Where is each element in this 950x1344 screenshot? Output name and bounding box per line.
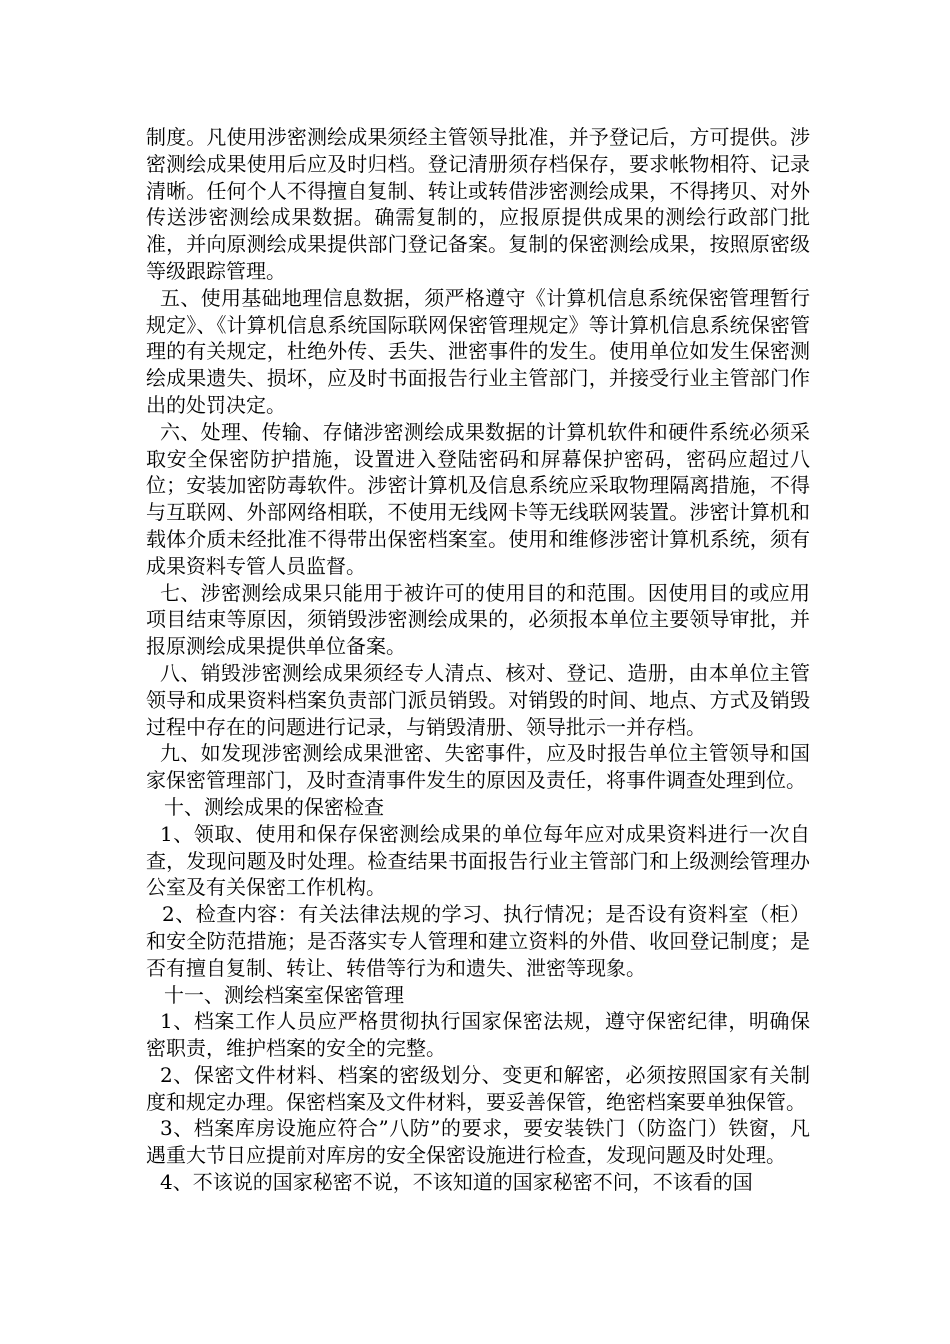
paragraph-item-6: 六、处理、传输、存储涉密测绘成果数据的计算机软件和硬件系统必须采取安全保密防护措施，设置进入登陆密码和屏幕保护密码，密码应超过八位；安装加密防毒软件。涉密计算机及信息系统应采取物理隔离措施，不得与互联网、外部网络相联，不使用无线网卡等无线联网装置。涉密计算机和载体介质未经批准不得带出保密档案室。使用和维修涉密计算机系统，须有成果资料专管人员监督。 (146, 419, 810, 578)
paragraph-item-8: 八、销毁涉密测绘成果须经专人清点、核对、登记、造册，由本单位主管领导和成果资料档案负责部门派员销毁。对销毁的时间、地点、方式及销毁过程中存在的问题进行记录，与销毁清册、领导批示一并存档。 (146, 660, 810, 739)
paragraph-continued: 制度。凡使用涉密测绘成果须经主管领导批准，并予登记后，方可提供。涉密测绘成果使用后应及时归档。登记清册须存档保存，要求帐物相符、记录清晰。任何个人不得擅自复制、转让或转借涉密测绘成果，不得拷贝、对外传送涉密测绘成果数据。确需复制的，应报原提供成果的测绘行政部门批准，并向原测绘成果提供部门登记备案。复制的保密测绘成果，按照原密级等级跟踪管理。 (146, 125, 810, 283)
paragraph-11-1: 1、档案工作人员应严格贯彻执行国家保密法规，遵守保密纪律，明确保密职责，维护档案的安全的完整。 (146, 1009, 810, 1061)
paragraph-10-2: 2、检查内容：有关法律法规的学习、执行情况；是否设有资料室（柜）和安全防范措施；是否落实专人管理和建立资料的外借、收回登记制度；是否有擅自复制、转让、转借等行为和遗失、泄密等现象。 (146, 902, 810, 980)
paragraph-item-9: 九、如发现涉密测绘成果泄密、失密事件，应及时报告单位主管领导和国家保密管理部门，及时查清事件发生的原因及责任，将事件调查处理到位。 (146, 741, 810, 793)
section-heading-10: 十、测绘成果的保密检查 (164, 794, 384, 819)
document-body (146, 124, 810, 1196)
paragraph-11-4: 4、不该说的国家秘密不说，不该知道的国家秘密不问，不该看的国 (160, 1170, 753, 1195)
paragraph-item-7: 七、涉密测绘成果只能用于被许可的使用目的和范围。因使用目的或应用项目结束等原因，须销毁涉密测绘成果的，必须报本单位主要领导审批，并报原测绘成果提供单位备案。 (146, 580, 810, 659)
paragraph-11-3: 3、档案库房设施应符合”八防”的要求，要安装铁门（防盗门）铁窗，凡遇重大节日应提前对库房的安全保密设施进行检查，发现问题及时处理。 (146, 1116, 810, 1168)
section-heading-11: 十一、测绘档案室保密管理 (164, 982, 404, 1007)
paragraph-item-5: 五、使用基础地理信息数据，须严格遵守《计算机信息系统保密管理暂行规定》、《计算机信息系统国际联网保密管理规定》等计算机信息系统保密管理的有关规定，杜绝外传、丢失、泄密事件的发生。使用单位如发生保密测绘成果遗失、损坏，应及时书面报告行业主管部门，并接受行业主管部门作出的处罚决定。 (146, 285, 810, 417)
paragraph-10-1: 1、领取、使用和保存保密测绘成果的单位每年应对成果资料进行一次自查，发现问题及时处理。检查结果书面报告行业主管部门和上级测绘管理办公室及有关保密工作机构。 (146, 821, 810, 900)
paragraph-11-2: 2、保密文件材料、档案的密级划分、变更和解密，必须按照国家有关制度和规定办理。保密档案及文件材料，要妥善保管，绝密档案要单独保管。 (146, 1062, 810, 1114)
